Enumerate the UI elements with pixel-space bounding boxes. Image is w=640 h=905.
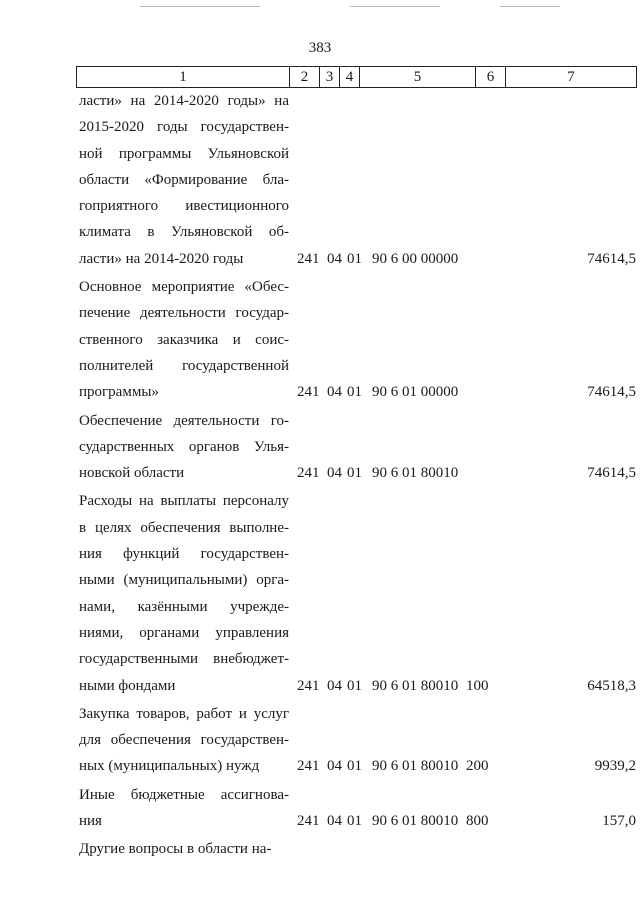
description-line: печение деятельности государ- [79,305,289,322]
column-header-1: 1 [77,67,290,88]
description-line: ственного заказчика и соис- [79,331,289,348]
column-header-6: 6 [476,67,506,88]
subsection-code: 01 [347,465,362,482]
section-code: 04 [327,384,342,401]
column-header-table [76,66,637,88]
column-header-4: 4 [340,67,360,88]
row-values [0,753,640,779]
amount: 74614,5 [587,465,636,482]
section-code: 04 [327,677,342,694]
expense-type-code: 200 [466,758,489,775]
subsection-code: 01 [347,677,362,694]
section-code: 04 [327,758,342,775]
description-line: полнителей государственной [79,357,289,374]
table-row [0,780,640,835]
description-line: ния [79,813,102,830]
description-line: Обеспечение деятельности го- [79,412,289,429]
description-line: климата в Ульяновской об- [79,224,289,241]
row-description [79,86,289,272]
ministry-code: 241 [297,758,320,775]
description-line: государственными внебюджет- [79,651,289,668]
target-article-code: 90 6 01 00000 [372,384,459,401]
amount: 74614,5 [587,384,636,401]
table-row [0,699,640,780]
section-code: 04 [327,465,342,482]
subsection-code: 01 [347,384,362,401]
description-line: нами, казёнными учрежде- [79,598,289,615]
amount: 64518,3 [587,677,636,694]
ministry-code: 241 [297,813,320,830]
row-values [0,379,640,405]
description-line: 2015-2020 годы государствен- [79,119,289,136]
amount: 74614,5 [587,250,636,267]
table-row [0,834,640,862]
description-line: ласти» на 2014-2020 годы» на [79,93,289,109]
table-row [0,272,640,405]
description-line: ния функций государствен- [79,546,289,563]
subsection-code: 01 [347,250,362,267]
row-values [0,673,640,699]
row-values [0,808,640,834]
description-line: ласти» на 2014-2020 годы [79,250,244,267]
description-line: ных (муниципальных) нужд [79,758,260,775]
target-article-code: 90 6 00 00000 [372,250,459,267]
column-header-7: 7 [506,67,637,88]
description-line: Основное мероприятие «Обес- [79,279,289,296]
expense-type-code: 100 [466,677,489,694]
description-line: Закупка товаров, работ и услуг [79,705,289,722]
description-line: гоприятного ивестиционного [79,198,289,215]
ministry-code: 241 [297,465,320,482]
column-header-5: 5 [360,67,476,88]
description-line: ной программы Ульяновской [79,145,289,162]
description-line: ными фондами [79,677,176,694]
column-header-3: 3 [320,67,340,88]
scan-artifact [350,6,440,7]
target-article-code: 90 6 01 80010 [372,813,459,830]
ministry-code: 241 [297,677,320,694]
table-row [0,486,640,698]
row-values [0,460,640,486]
page-number: 383 [308,40,332,56]
table-row [0,406,640,487]
row-values [0,246,640,272]
row-values [0,836,640,862]
scan-artifact [140,6,260,7]
amount: 9939,2 [594,758,636,775]
section-code: 04 [327,250,342,267]
description-line: области «Формирование бла- [79,171,289,188]
description-line: Иные бюджетные ассигнова- [79,786,289,803]
description-line: ными (муниципальными) орга- [79,572,289,589]
section-code: 04 [327,813,342,830]
scan-artifact [500,6,560,7]
description-line: ниями, органами управления [79,624,289,641]
target-article-code: 90 6 01 80010 [372,465,459,482]
amount: 157,0 [602,813,636,830]
expense-type-code: 800 [466,813,489,830]
target-article-code: 90 6 01 80010 [372,677,459,694]
description-line: Другие вопросы в области на- [79,841,272,858]
description-line: новской области [79,465,185,482]
subsection-code: 01 [347,813,362,830]
budget-rows [0,86,640,863]
description-line: в целях обеспечения выполне- [79,519,289,536]
ministry-code: 241 [297,384,320,401]
ministry-code: 241 [297,250,320,267]
column-header-2: 2 [290,67,320,88]
description-line: сударственных органов Улья- [79,438,289,455]
row-description [79,486,289,698]
column-header-row [77,67,637,88]
description-line: Расходы на выплаты персоналу [79,493,289,510]
table-row [0,86,640,272]
target-article-code: 90 6 01 80010 [372,758,459,775]
description-line: программы» [79,384,159,401]
description-line: для обеспечения государствен- [79,732,289,749]
subsection-code: 01 [347,758,362,775]
